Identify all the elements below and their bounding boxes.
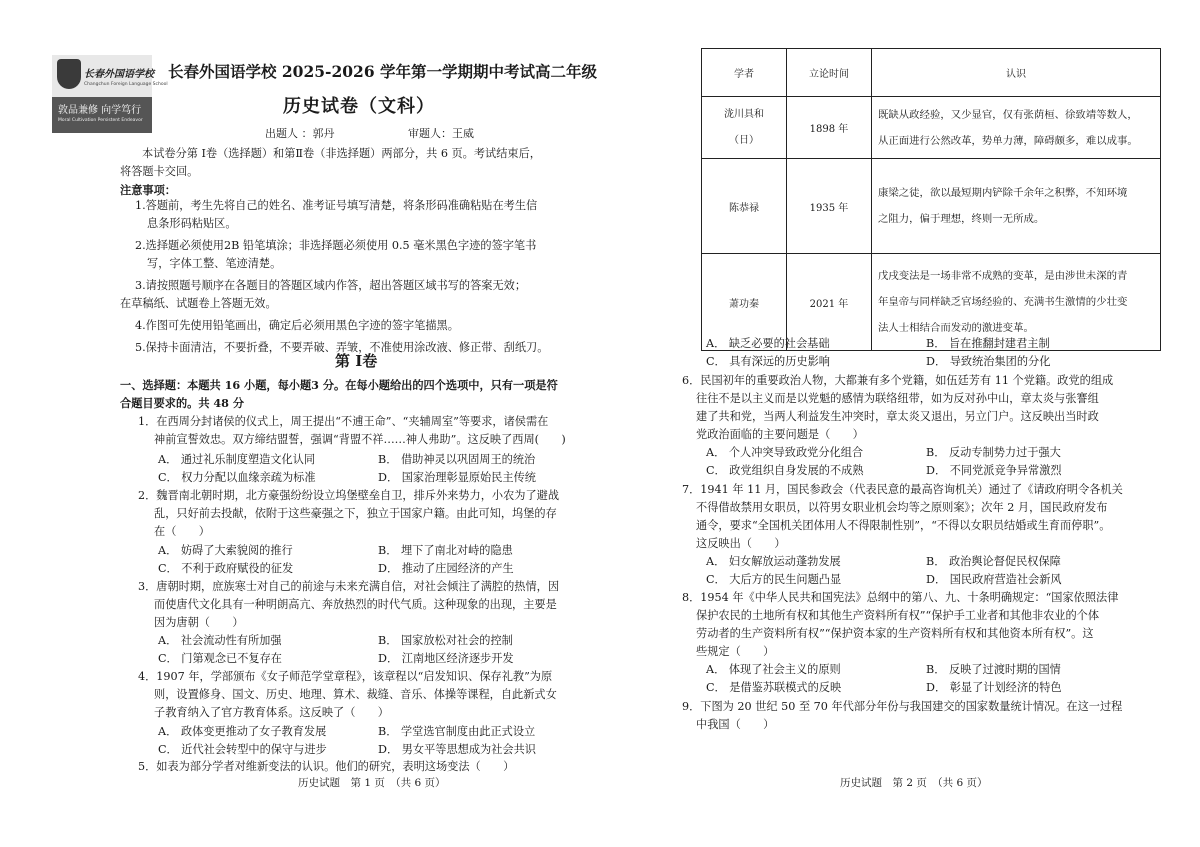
section-title: 第 Ⅰ卷 (335, 352, 378, 370)
authors (265, 125, 544, 141)
view-line: 康梁之徒，欲以最短期内铲除千余年之积弊，不知环境 (878, 187, 1128, 199)
option-b[interactable]: B． 反映了过渡时期的国情 (926, 663, 1061, 676)
question-text: 6．民国初年的重要政治人物，大都兼有多个党籍，如伍廷芳有 11 个党籍。政党的组成 (682, 374, 1114, 387)
option-d[interactable]: D． 导致统治集团的分化 (926, 355, 1051, 368)
question-2 (138, 487, 600, 541)
option-c[interactable]: C． 具有深远的历史影响 (706, 355, 830, 368)
option-d[interactable]: D． 国民政府营造社会新风 (926, 573, 1062, 586)
note-line: 写，字体工整、笔迹清楚。 (147, 257, 282, 270)
question-text: 子教育纳入了官方教育体系。这反映了（ ） (154, 706, 389, 719)
question-text: 这反映出（ ） (696, 537, 786, 550)
question-text: 而使唐代文化具有一种明朗高亢、奔放热烈的时代气质。这种现象的出现，主要是 (154, 598, 557, 611)
note-line: 在草稿纸、试题卷上答题无效。 (120, 297, 277, 310)
option-b[interactable]: B． 反动专制势力过于强大 (926, 446, 1061, 459)
option-a[interactable]: A． 政体变更推动了女子教育发展 (158, 725, 327, 738)
logo-name: 长春外国语学校 (84, 69, 154, 80)
school-logo (52, 55, 168, 133)
year-cell: 1898 年 (787, 97, 872, 159)
page-footer: 历史试题 第 1 页 （共 6 页） (298, 777, 446, 789)
option-a[interactable]: A． 个人冲突导致政党分化组合 (706, 446, 864, 459)
view-cell (872, 97, 1161, 159)
paper-title: 历史试卷（文科） (283, 96, 435, 117)
note-line: 3.请按照题号顺序在各题目的答题区域内作答，超出答题区域书写的答案无效； (135, 279, 527, 292)
view-cell (872, 159, 1161, 254)
table-row (702, 97, 1161, 159)
question-text: 中我国（ ） (696, 718, 775, 731)
table-header-row (702, 49, 1161, 97)
question-4 (138, 668, 600, 722)
question-6 (682, 372, 1152, 444)
note-line: 5.保持卡面清洁，不要折叠，不要弄破、弄皱，不准使用涂改液、修正带、刮纸刀。 (135, 341, 549, 354)
option-a[interactable]: A． 缺乏必要的社会基础 (706, 337, 830, 350)
question-text: 则，设置修身、国文、历史、地理、算术、裁缝、音乐、体操等课程，自此新式女 (154, 688, 557, 701)
question-text: 5．如表为部分学者对维新变法的认识。他们的研究，表明这场变法（ ） (138, 760, 515, 773)
scholar-name: 泷川具和 (724, 108, 764, 120)
logo-motto: 敦品兼修 向学笃行 (58, 105, 142, 116)
scholar-cell: 陈恭禄 (702, 159, 787, 254)
option-c[interactable]: C． 不利于政府赋役的征发 (158, 562, 294, 575)
option-b[interactable]: B． 埋下了南北对峙的隐患 (378, 544, 513, 557)
notes (120, 197, 600, 357)
question-text: 党政治面临的主要问题是（ ） (696, 428, 864, 441)
logo-motto-english: Moral Cultivation Persistent Endeavor (58, 118, 143, 123)
table-header: 立论时间 (787, 49, 872, 97)
option-d[interactable]: D． 江南地区经济逐步开发 (378, 652, 514, 665)
option-c[interactable]: C． 是借鉴苏联模式的反映 (706, 681, 842, 694)
option-a[interactable]: A． 通过礼乐制度塑造文化认同 (158, 453, 316, 466)
option-a[interactable]: A． 妇女解放运动蓬勃发展 (706, 555, 841, 568)
question-text: 建了共和党，当两人利益发生冲突时，章太炎又退出，另立门户。这反映出当时政 (696, 410, 1099, 423)
option-d[interactable]: D． 国家治理彰显原始民主传统 (378, 471, 536, 484)
question-5 (138, 758, 600, 776)
notes-title: 注意事项： (120, 183, 176, 197)
question-text: 2．魏晋南北朝时期，北方豪强纷纷设立坞堡壁垒自卫，排斥外来势力，小农为了避战 (138, 489, 560, 502)
note-line: 2.选择题必须使用2B 铅笔填涂；非选择题必须使用 0.5 毫米黑色字迹的签字笔书 (135, 239, 537, 252)
view-line: 法人士相结合而发动的激进变革。 (878, 322, 1034, 334)
question-text: 1．在西周分封诸侯的仪式上，周王提出“不逋王命”、“夹辅周室”等要求，诸侯需在 (138, 415, 549, 428)
crest-icon (57, 59, 81, 89)
question-text: 些规定（ ） (696, 645, 775, 658)
view-line: 既缺从政经验，又少显官，仅有张荫桓、徐致靖等数人， (878, 108, 1138, 121)
section-intro-line: 合题目要求的。共 48 分 (120, 396, 245, 410)
year-cell: 2021 年 (787, 254, 872, 351)
page-left (40, 0, 600, 847)
question-text: 不得借故禁用女职员，以符男女职业机会均等之原则案》；次年 2 月，国民政府发布 (696, 501, 1108, 514)
view-line: 年皇帝与同样缺乏官场经验的、充满书生激情的少壮变 (878, 296, 1128, 308)
option-a[interactable]: A． 体现了社会主义的原则 (706, 663, 841, 676)
option-c[interactable]: C． 近代社会转型中的保守与进步 (158, 743, 327, 756)
option-a[interactable]: A． 社会流动性有所加强 (158, 634, 282, 647)
option-b[interactable]: B． 国家放松对社会的控制 (378, 634, 513, 647)
question-3 (138, 578, 600, 632)
option-c[interactable]: C． 政党组织自身发展的不成熟 (706, 464, 864, 477)
question-text: 往往不是以主义而是以党魁的感情为联络纽带，如为反对孙中山，章太炎与张謇组 (696, 392, 1099, 405)
option-c[interactable]: C． 权力分配以血缘亲疏为标准 (158, 471, 316, 484)
section-intro (120, 376, 600, 412)
question-text: 在（ ） (154, 525, 210, 538)
intro-line: 将答题卡交回。 (120, 165, 199, 178)
question-text: 劳动者的生产资料所有权”“保护资本家的生产资料所有权和其他资本所有权”。这 (696, 627, 1094, 640)
table-row (702, 159, 1161, 254)
table-header: 学者 (702, 49, 787, 97)
year-cell: 1935 年 (787, 159, 872, 254)
page-right (610, 0, 1155, 847)
table-header: 认识 (872, 49, 1161, 97)
question-7 (682, 481, 1152, 553)
option-b[interactable]: B． 政治舆论督促民权保障 (926, 555, 1061, 568)
question-text: 3．唐朝时期，庶族寒士对自己的前途与未来充满自信，对社会倾注了满腔的热情，因 (138, 580, 560, 593)
option-d[interactable]: D． 推动了庄园经济的产生 (378, 562, 514, 575)
option-c[interactable]: C． 大后方的民生问题凸显 (706, 573, 842, 586)
question-text: 乱，只好前去投献，依附于这些豪强之下，独立于国家户籍。由此可知，坞堡的存 (154, 507, 557, 520)
question-text: 保护农民的土地所有权和其他生产资料所有权”“保护手工业者和其他非农业的个体 (696, 609, 1100, 622)
note-line: 1.答题前，考生先将自己的姓名、准考证号填写清楚，将条形码准确粘贴在考生信 (135, 199, 538, 212)
scholar-cell (702, 97, 787, 159)
option-d[interactable]: D． 不同党派竞争异常激烈 (926, 464, 1062, 477)
question-1 (138, 413, 600, 449)
question-text: 通令，要求“全国机关团体用人不得限制性别”，“不得以女职员结婚或生育而停职”。 (696, 519, 1111, 532)
section-intro-line: 一、选择题：本题共 16 小题，每小题3 分。在每小题给出的四个选项中，只有一项是符 (120, 378, 558, 392)
question-text: 因为唐朝（ ） (154, 616, 244, 629)
intro (120, 145, 600, 199)
question-text: 7．1941 年 11 月，国民参政会（代表民意的最高咨询机关）通过了《请政府明令各机关 (682, 483, 1123, 496)
school-title: 长春外国语学校 2025-2026 学年第一学期期中考试高二年级 (168, 62, 598, 81)
question-8 (682, 589, 1152, 661)
question-text: 神前宣誓效忠。双方缔结盟誓，强调“背盟不祥……神人弗助”。这反映了西周( ) (154, 433, 566, 446)
option-b[interactable]: B． 借助神灵以巩固周王的统治 (378, 453, 536, 466)
option-c[interactable]: C． 门第观念已不复存在 (158, 652, 282, 665)
question-text: 8．1954 年《中华人民共和国宪法》总纲中的第八、九、十条明确规定：“国家依照法律 (682, 591, 1119, 604)
option-d[interactable]: D． 男女平等思想成为社会共识 (378, 743, 536, 756)
view-line: 之阻力，偏于理想，终则一无所成。 (878, 213, 1045, 225)
question-text: 4．1907 年，学部颁布《女子师范学堂章程》，该章程以“启发知识、保存礼教”为原 (138, 670, 553, 683)
page-footer: 历史试题 第 2 页 （共 6 页） (840, 777, 988, 789)
scholar-table (701, 48, 1161, 351)
view-line: 戊戌变法是一场非常不成熟的变革，是由涉世未深的青 (878, 270, 1128, 282)
option-b[interactable]: B． 旨在推翻封建君主制 (926, 337, 1050, 350)
setter: 出题人 ：郭丹 (265, 127, 335, 140)
option-d[interactable]: D． 彰显了计划经济的特色 (926, 681, 1062, 694)
logo-english: Changchun Foreign Language School (84, 82, 168, 87)
reviewer: 审题人：王威 (408, 127, 474, 140)
note-line: 息条形码粘贴区。 (147, 217, 237, 230)
question-text: 9．下图为 20 世纪 50 至 70 年代部分年份与我国建交的国家数量统计情况。在这一过程 (682, 700, 1123, 713)
option-a[interactable]: A． 妨碍了大索貌阅的推行 (158, 544, 293, 557)
scholar-note: （日） (729, 134, 759, 146)
view-line: 从正面进行公然改革，势单力薄，障碍颇多，难以成事。 (878, 134, 1138, 147)
note-line: 4.作图可先使用铅笔画出，确定后必须用黑色字迹的签字笔描黑。 (135, 319, 459, 332)
intro-line: 本试卷分第 Ⅰ卷（选择题）和第Ⅱ卷（非选择题）两部分，共 6 页。考试结束后， (142, 147, 541, 160)
option-b[interactable]: B． 学堂选官制度由此正式设立 (378, 725, 536, 738)
question-9 (682, 698, 1152, 734)
scholar-cell: 萧功秦 (702, 254, 787, 351)
